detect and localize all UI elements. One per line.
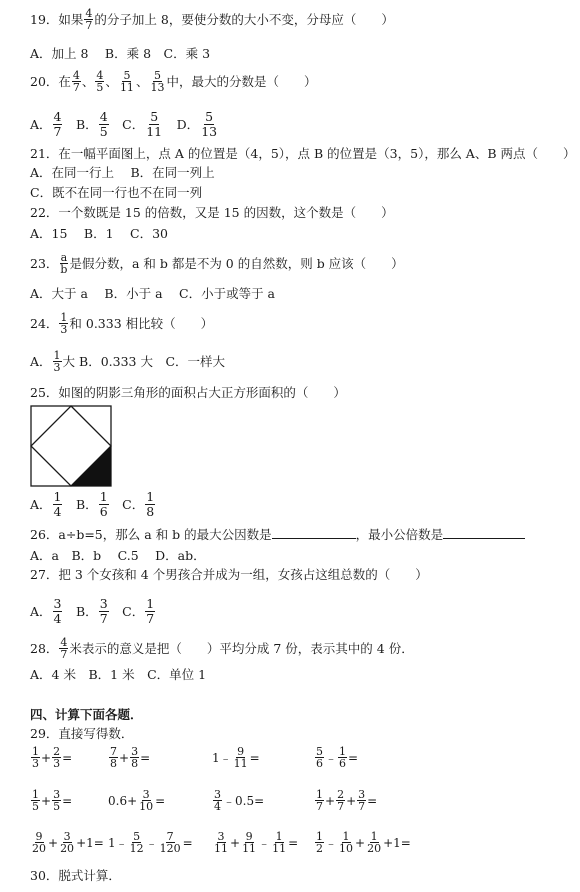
calc-r1-c1: $\frac{1}{3}$ + $\frac{2}{3}$ = [32, 745, 73, 770]
q23-stem: 23． $\frac{a}{b}$ 是假分数，a 和 b 都是不为 0 的自然数，则 b 应该（ ） [30, 251, 404, 276]
q22-options: A．15 B．1 C．30 [30, 226, 168, 241]
q21-options-2: C．既不在同一行也不在同一列 [30, 185, 203, 200]
calc-r1-c4: $\frac{5}{6}$ ﹣ $\frac{1}{6}$ = [316, 745, 359, 770]
calc-r3-c2: 1﹣ $\frac{5}{12}$ ﹣ $\frac{7}{120}$ = [108, 830, 193, 855]
calc-r3-c4: $\frac{1}{2}$ ﹣ $\frac{1}{10}$ + $\frac{1}{20}$ +1= [316, 830, 411, 855]
q25-stem: 25．如图的阴影三角形的面积占大正方形面积的（ ） [30, 385, 346, 400]
q23-options: A．大于 a B．小于 a C．小于或等于 a [30, 286, 276, 301]
q26-blank-gcd[interactable] [272, 528, 356, 539]
q19-stem [30, 8, 394, 31]
calc-r3-c1: $\frac{9}{20}$ + $\frac{3}{20}$ +1= [32, 830, 104, 855]
calc-r1-c2: $\frac{7}{8}$ + $\frac{3}{8}$ = [110, 745, 151, 770]
q25-options: A． $\frac{1}{4}$ B． $\frac{1}{6}$ C． $\frac{1}{8}$ [30, 489, 155, 519]
q21-stem: 21．在一幅平面图上，点 A 的位置是（4，5），点 B 的位置是（3，5），那么 A、B 两点（ ） [30, 146, 576, 161]
q25-square-figure [30, 405, 112, 487]
q30-stem: 30．脱式计算． [30, 868, 121, 883]
calc-r2-c2: 0.6+ $\frac{3}{10}$ = [108, 788, 166, 813]
q19-options: A．加上 8 B．乘 8 C．乘 3 [30, 46, 211, 61]
q24-options: A． $\frac{1}{3}$ 大 B．0.333 大 C．一样大 [30, 349, 226, 374]
q19-fraction: $\frac{4}{7}$ [85, 7, 93, 32]
q19-prefix: 19．如果 [30, 11, 84, 27]
q29-stem: 29．直接写得数． [30, 726, 134, 741]
calc-r2-c4: $\frac{1}{7}$ + $\frac{2}{7}$ + $\frac{3}{7}$ = [316, 788, 378, 813]
calc-r3-c3: $\frac{3}{11}$ + $\frac{9}{11}$ ﹣ $\frac{1}{11}$ = [214, 830, 299, 855]
calc-r2-c1: $\frac{1}{5}$ + $\frac{3}{5}$ = [32, 788, 73, 813]
q26-stem: 26．a÷b=5，那么 a 和 b 的最大公因数是 ，最小公倍数是 [30, 527, 525, 543]
q27-options: A． $\frac{3}{4}$ B． $\frac{3}{7}$ C． $\frac{1}{7}$ [30, 596, 155, 626]
q26-blank-lcm[interactable] [443, 528, 525, 539]
q24-stem: 24． $\frac{1}{3}$ 和 0.333 相比较（ ） [30, 311, 214, 336]
calc-r2-c3: $\frac{3}{4}$ ﹣0.5= [214, 788, 265, 813]
q26-options: A．a B．b C.5 D．ab． [30, 548, 206, 563]
q21-options-1: A．在同一行上 B．在同一列上 [30, 165, 215, 180]
q27-stem: 27．把 3 个女孩和 4 个男孩合并成为一组，女孩占这组总数的（ ） [30, 567, 428, 582]
q19-suffix: 的分子加上 8，要使分数的大小不变，分母应（ ） [94, 11, 394, 27]
q28-options: A．4 米 B．1 米 C．单位 1 [30, 667, 207, 682]
q20-stem: 20．在 $\frac{4}{7}$ 、 $\frac{4}{5}$ 、 $\frac{5}{11}$ 、 $\frac{5}{13}$ 中，最大的分数是（ ） [30, 69, 317, 94]
q28-stem: 28． $\frac{4}{7}$ 米表示的意义是把（ ）平均分成 7 份，表示其中的 4 份． [30, 636, 414, 661]
section-title: 四、计算下面各题． [30, 707, 143, 722]
q20-options: A． $\frac{4}{7}$ B． $\frac{4}{5}$ C． $\frac{5}{11}$ D． $\frac{5}{13}$ [30, 109, 218, 139]
q22-stem: 22．一个数既是 15 的倍数，又是 15 的因数，这个数是（ ） [30, 205, 394, 220]
calc-r1-c3: 1﹣ $\frac{9}{11}$ = [212, 745, 260, 770]
